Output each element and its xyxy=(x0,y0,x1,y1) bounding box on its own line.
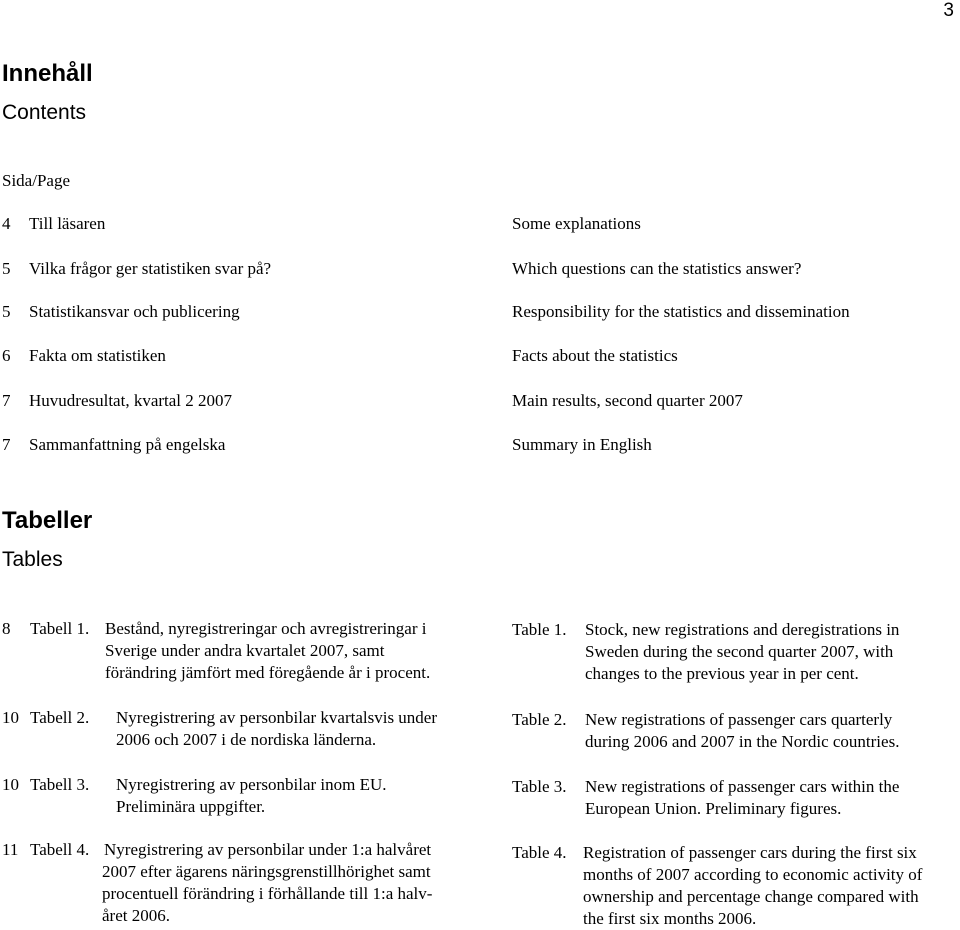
table-entry-sv xyxy=(2,774,492,822)
contents-heading-sv: Innehåll xyxy=(2,60,93,87)
table-entry-label-sv: Tabell 4. xyxy=(30,840,90,859)
contents-item-en: Main results, second quarter 2007 xyxy=(512,391,743,410)
table-entry-label-en: Table 3. xyxy=(512,777,567,796)
table-entry-desc-sv xyxy=(116,707,437,751)
desc-line: New registrations of passenger cars quarterly xyxy=(585,710,893,729)
table-entry-sv xyxy=(2,618,492,688)
contents-item-en: Responsibility for the statistics and dissemination xyxy=(512,302,850,321)
contents-item-page: 7 xyxy=(2,391,11,410)
contents-item-page: 7 xyxy=(2,435,11,454)
contents-item-sv: Vilka frågor ger statistiken svar på? xyxy=(29,259,272,278)
tables-heading-en: Tables xyxy=(2,548,63,571)
table-entry-desc-sv xyxy=(105,618,430,684)
contents-item-page: 5 xyxy=(2,302,11,321)
table-entry-en xyxy=(512,842,957,928)
desc-line: Sverige under andra kvartalet 2007, samt xyxy=(105,641,385,660)
desc-line: New registrations of passenger cars within the xyxy=(585,777,900,796)
desc-line: 2006 och 2007 i de nordiska länderna. xyxy=(116,730,377,749)
table-entry-en xyxy=(512,776,957,824)
table-entry-desc-en xyxy=(585,619,899,685)
desc-line: året 2006. xyxy=(102,906,170,925)
desc-line: months of 2007 according to economic activity of xyxy=(583,865,923,884)
contents-item-sv: Till läsaren xyxy=(29,214,106,233)
contents-item-en: Facts about the statistics xyxy=(512,346,678,365)
table-entry-desc-en xyxy=(583,842,922,930)
desc-line: Bestånd, nyregistreringar och avregistreringar i xyxy=(105,619,427,638)
table-entry-desc-sv xyxy=(116,774,387,818)
desc-line: Preliminära uppgifter. xyxy=(116,797,266,816)
page-column-label: Sida/Page xyxy=(2,171,70,190)
page-number: 3 xyxy=(943,0,954,21)
contents-item-sv: Huvudresultat, kvartal 2 2007 xyxy=(29,391,233,410)
table-entry-page: 8 xyxy=(2,619,11,638)
contents-item-page: 4 xyxy=(2,214,11,233)
table-entry-page: 10 xyxy=(2,708,19,727)
table-entry-desc-sv xyxy=(104,839,432,927)
contents-item-page: 6 xyxy=(2,346,11,365)
desc-line: 2007 efter ägarens näringsgrenstillhörighet samt xyxy=(102,862,431,881)
table-entry-page: 10 xyxy=(2,775,19,794)
contents-item-en: Which questions can the statistics answer? xyxy=(512,259,802,278)
contents-item-sv: Statistikansvar och publicering xyxy=(29,302,240,321)
tables-heading-sv: Tabeller xyxy=(2,507,93,534)
table-entry-en xyxy=(512,619,957,689)
contents-item-sv: Sammanfattning på engelska xyxy=(29,435,226,454)
desc-line: Nyregistrering av personbilar inom EU. xyxy=(116,775,387,794)
desc-line: ownership and percentage change compared with xyxy=(583,887,919,906)
contents-item-en: Summary in English xyxy=(512,435,652,454)
contents-item-page: 5 xyxy=(2,259,11,278)
table-entry-sv xyxy=(2,839,492,929)
contents-heading-en: Contents xyxy=(2,101,87,124)
table-entry-label-en: Table 2. xyxy=(512,710,567,729)
desc-line: procentuell förändring i förhållande till 1:a halv- xyxy=(102,884,433,903)
desc-line: European Union. Preliminary figures. xyxy=(585,799,842,818)
contents-item-sv: Fakta om statistiken xyxy=(29,346,166,365)
table-entry-sv xyxy=(2,707,492,755)
desc-line: changes to the previous year in per cent. xyxy=(585,664,859,683)
desc-line: Stock, new registrations and deregistrations in xyxy=(585,620,900,639)
desc-line: förändring jämfört med föregående år i procent. xyxy=(105,663,431,682)
desc-line: during 2006 and 2007 in the Nordic countries. xyxy=(585,732,900,751)
table-entry-desc-en xyxy=(585,709,899,753)
table-entry-page: 11 xyxy=(2,840,19,859)
desc-line: Nyregistrering av personbilar kvartalsvis under xyxy=(116,708,438,727)
table-entry-label-sv: Tabell 3. xyxy=(30,775,90,794)
table-entry-label-en: Table 1. xyxy=(512,620,567,639)
table-entry-label-en: Table 4. xyxy=(512,843,567,862)
contents-item-en: Some explanations xyxy=(512,214,641,233)
desc-line: Nyregistrering av personbilar under 1:a halvåret xyxy=(104,840,432,859)
table-entry-desc-en xyxy=(585,776,899,820)
table-entry-label-sv: Tabell 1. xyxy=(30,619,90,638)
table-entry-en xyxy=(512,709,957,757)
table-entry-label-sv: Tabell 2. xyxy=(30,708,90,727)
desc-line: Registration of passenger cars during the first six xyxy=(583,843,917,862)
desc-line: Sweden during the second quarter 2007, with xyxy=(585,642,894,661)
desc-line: the first six months 2006. xyxy=(583,909,757,928)
